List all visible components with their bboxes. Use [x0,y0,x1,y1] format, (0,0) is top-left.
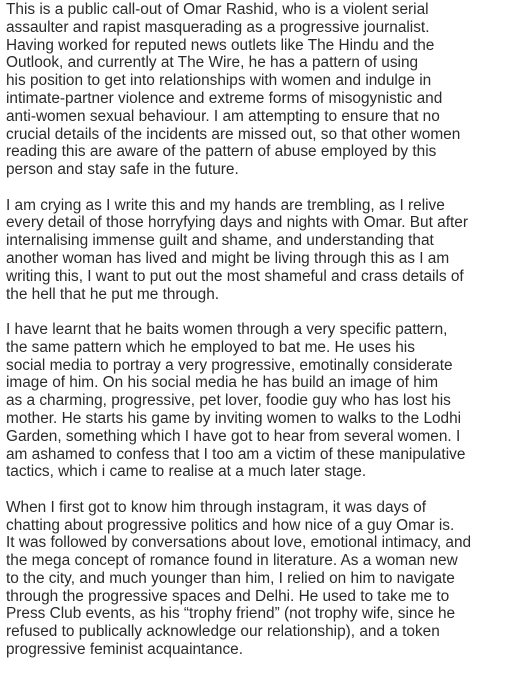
text-line: I am crying as I write this and my hands are trembling, as I relive [6,196,445,214]
text-line: person and stay safe in the future. [6,161,239,179]
text-line: assaulter and rapist masquerading as a progressive journalist. [6,18,430,36]
paragraph-1 [6,1,504,179]
text-line: the same pattern which he employed to bat me. He uses his [6,338,415,356]
text-line: the mega concept of romance found in literature. As a woman new [6,552,458,570]
text-line: It was followed by conversations about love, emotional intimacy, and [6,534,472,552]
text-line: Having worked for reputed news outlets like The Hindu and the [6,36,435,54]
text-line: chatting about progressive politics and how nice of a guy Omar is. [6,516,455,534]
text-line: to the city, and much younger than him, I relied on him to navigate [6,569,455,587]
text-line: another woman has lived and might be living through this as I am [6,249,450,267]
text-line: image of him. On his social media he has build an image of him [6,374,439,392]
text-line: anti-women sexual behaviour. I am attempting to ensure that no [6,107,440,125]
text-line: I have learnt that he baits women through a very specific pattern, [6,320,448,338]
text-line: social media to portray a very progressive, emotinally considerate [6,356,453,374]
text-line: Outlook, and currently at The Wire, he has a pattern of using [6,54,419,72]
text-line: mother. He starts his game by inviting women to walks to the Lodhi [6,409,462,427]
text-line: progressive feminist acquaintance. [6,641,243,659]
text-line: reading this are aware of the pattern of abuse employed by this [6,143,437,161]
text-line: as a charming, progressive, pet lover, foodie guy who has lost his [6,392,451,410]
text-line: Press Club events, as his “trophy friend” (not trophy wife, since he [6,605,456,623]
text-line: am ashamed to confess that I too am a victim of these manipulative [6,445,466,463]
text-line: his position to get into relationships with women and indulge in [6,72,432,90]
text-line: the hell that he put me through. [6,285,220,303]
text-line: internalising immense guilt and shame, and understanding that [6,232,434,250]
text-line: crucial details of the incidents are missed out, so that other women [6,125,461,143]
text-line: through the progressive spaces and Delhi. He used to take me to [6,587,450,605]
text-line: When I first got to know him through instagram, it was days of [6,498,427,516]
text-line: writing this, I want to put out the most shameful and crass details of [6,267,464,285]
text-line: intimate-partner violence and extreme forms of misogynistic and [6,89,443,107]
paragraph-2 [6,197,504,304]
text-line: This is a public call-out of Omar Rashid, who is a violent serial [6,1,429,18]
text-line: every detail of those horryfying days and nights with Omar. But after [6,214,468,232]
text-line: Garden, something which I have got to hear from several women. I [6,427,461,445]
paragraph-3 [6,321,504,481]
text-line: refused to publically acknowledge our relationship), and a token [6,623,440,641]
paragraph-4 [6,499,504,659]
text-line: tactics, which i came to realise at a much later stage. [6,463,367,481]
